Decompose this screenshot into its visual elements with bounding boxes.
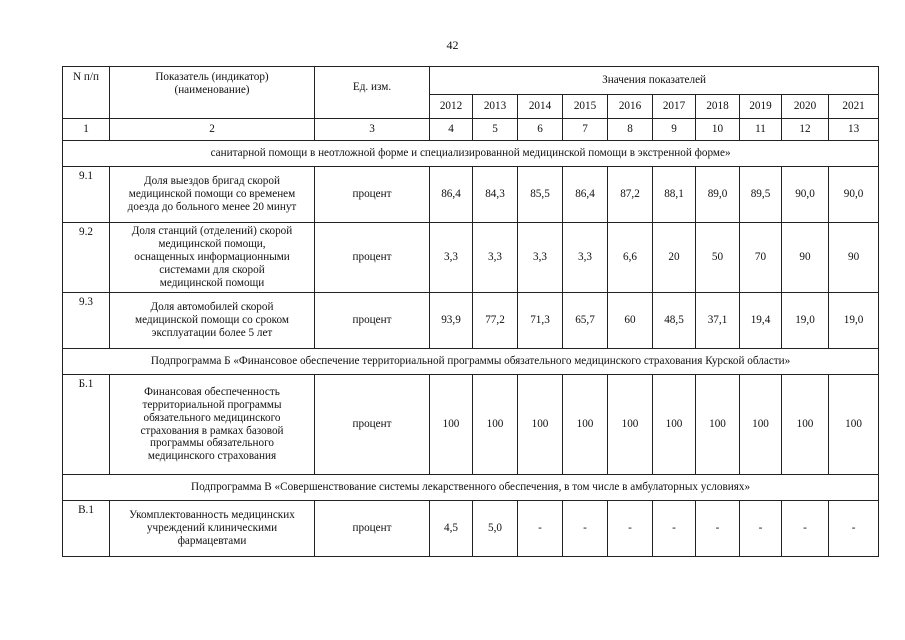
column-number-cell: 12: [782, 119, 829, 141]
section-title: Подпрограмма В «Совершенствование системы лекарственного обеспечения, в том числе в амбулаторных условиях»: [63, 475, 879, 501]
column-number-cell: 13: [829, 119, 879, 141]
value-2017: 88,1: [653, 167, 696, 223]
table-row: [63, 293, 879, 349]
page-number: 42: [446, 38, 459, 52]
value-2018: 100: [696, 375, 740, 475]
table-row: [63, 375, 879, 475]
header-year-2018: 2018: [696, 95, 740, 119]
header-year-2020: 2020: [782, 95, 829, 119]
header-year-2019: 2019: [740, 95, 782, 119]
row-number: В.1: [63, 501, 110, 557]
row-number: 9.1: [63, 167, 110, 223]
value-2018: 89,0: [696, 167, 740, 223]
row-number: 9.3: [63, 293, 110, 349]
value-2013: 100: [473, 375, 518, 475]
value-2017: 20: [653, 223, 696, 293]
section-title: санитарной помощи в неотложной форме и специализированной медицинской помощи в экстренной форме»: [63, 141, 879, 167]
header-col-unit: Ед. изм.: [315, 67, 430, 119]
header-year-2021: 2021: [829, 95, 879, 119]
indicator-name: Доля выездов бригад скорой медицинской помощи со временем доезда до больного менее 20 минут: [110, 167, 315, 223]
header-year-2012: 2012: [430, 95, 473, 119]
value-2018: 37,1: [696, 293, 740, 349]
value-2012: 3,3: [430, 223, 473, 293]
value-2012: 86,4: [430, 167, 473, 223]
value-2015: 86,4: [563, 167, 608, 223]
value-2020: 90: [782, 223, 829, 293]
value-2016: 60: [608, 293, 653, 349]
value-2021: 100: [829, 375, 879, 475]
unit: процент: [315, 293, 430, 349]
value-2018: 50: [696, 223, 740, 293]
value-2020: 19,0: [782, 293, 829, 349]
section-title-row: [63, 141, 879, 167]
column-number-cell: 9: [653, 119, 696, 141]
value-2013: 5,0: [473, 501, 518, 557]
indicator-name: Доля автомобилей скорой медицинской помощи со сроком эксплуатации более 5 лет: [110, 293, 315, 349]
value-2015: -: [563, 501, 608, 557]
value-2017: 100: [653, 375, 696, 475]
header-col-num: N п/п: [63, 67, 110, 119]
header-col-name: Показатель (индикатор) (наименование): [110, 67, 315, 119]
header-year-2014: 2014: [518, 95, 563, 119]
indicators-table: [62, 66, 879, 557]
unit: процент: [315, 167, 430, 223]
column-number-cell: 3: [315, 119, 430, 141]
value-2021: 19,0: [829, 293, 879, 349]
value-2019: 19,4: [740, 293, 782, 349]
value-2013: 84,3: [473, 167, 518, 223]
value-2021: 90,0: [829, 167, 879, 223]
value-2014: -: [518, 501, 563, 557]
value-2014: 3,3: [518, 223, 563, 293]
header-year-2013: 2013: [473, 95, 518, 119]
value-2021: 90: [829, 223, 879, 293]
table-row: [63, 167, 879, 223]
unit: процент: [315, 501, 430, 557]
column-number-cell: 4: [430, 119, 473, 141]
indicator-name: Укомплектованность медицинских учреждений клиническими фармацевтами: [110, 501, 315, 557]
unit: процент: [315, 223, 430, 293]
value-2014: 71,3: [518, 293, 563, 349]
value-2016: 6,6: [608, 223, 653, 293]
value-2017: 48,5: [653, 293, 696, 349]
header-col-values: Значения показателей: [430, 67, 879, 95]
value-2019: -: [740, 501, 782, 557]
value-2016: -: [608, 501, 653, 557]
value-2014: 85,5: [518, 167, 563, 223]
value-2013: 3,3: [473, 223, 518, 293]
column-number-cell: 11: [740, 119, 782, 141]
value-2012: 100: [430, 375, 473, 475]
value-2020: -: [782, 501, 829, 557]
table-row: [63, 501, 879, 557]
column-number-cell: 7: [563, 119, 608, 141]
value-2020: 90,0: [782, 167, 829, 223]
column-number-cell: 8: [608, 119, 653, 141]
value-2018: -: [696, 501, 740, 557]
header-year-2016: 2016: [608, 95, 653, 119]
column-number-cell: 6: [518, 119, 563, 141]
header-column-numbers-row: [63, 119, 879, 141]
unit: процент: [315, 375, 430, 475]
column-number-cell: 1: [63, 119, 110, 141]
section-title-row: [63, 349, 879, 375]
value-2019: 100: [740, 375, 782, 475]
section-title-row: [63, 475, 879, 501]
row-number: 9.2: [63, 223, 110, 293]
indicator-name: Доля станций (отделений) скорой медицинской помощи, оснащенных информационными системами для скорой медицинской помощи: [110, 223, 315, 293]
section-title: Подпрограмма Б «Финансовое обеспечение территориальной программы обязательного медицинского страхования Курской области»: [63, 349, 879, 375]
value-2013: 77,2: [473, 293, 518, 349]
header-year-2015: 2015: [563, 95, 608, 119]
column-number-cell: 10: [696, 119, 740, 141]
column-number-cell: 2: [110, 119, 315, 141]
value-2015: 3,3: [563, 223, 608, 293]
value-2021: -: [829, 501, 879, 557]
value-2019: 89,5: [740, 167, 782, 223]
value-2020: 100: [782, 375, 829, 475]
value-2016: 100: [608, 375, 653, 475]
table-row: [63, 223, 879, 293]
header-year-2017: 2017: [653, 95, 696, 119]
value-2016: 87,2: [608, 167, 653, 223]
value-2017: -: [653, 501, 696, 557]
value-2015: 100: [563, 375, 608, 475]
value-2015: 65,7: [563, 293, 608, 349]
value-2012: 93,9: [430, 293, 473, 349]
indicator-name: Финансовая обеспеченность территориальной программы обязательного медицинского страхования в рамках базовой программы обязательного медицинского страхования: [110, 375, 315, 475]
value-2012: 4,5: [430, 501, 473, 557]
row-number: Б.1: [63, 375, 110, 475]
value-2014: 100: [518, 375, 563, 475]
value-2019: 70: [740, 223, 782, 293]
column-number-cell: 5: [473, 119, 518, 141]
table-body: [63, 141, 879, 557]
